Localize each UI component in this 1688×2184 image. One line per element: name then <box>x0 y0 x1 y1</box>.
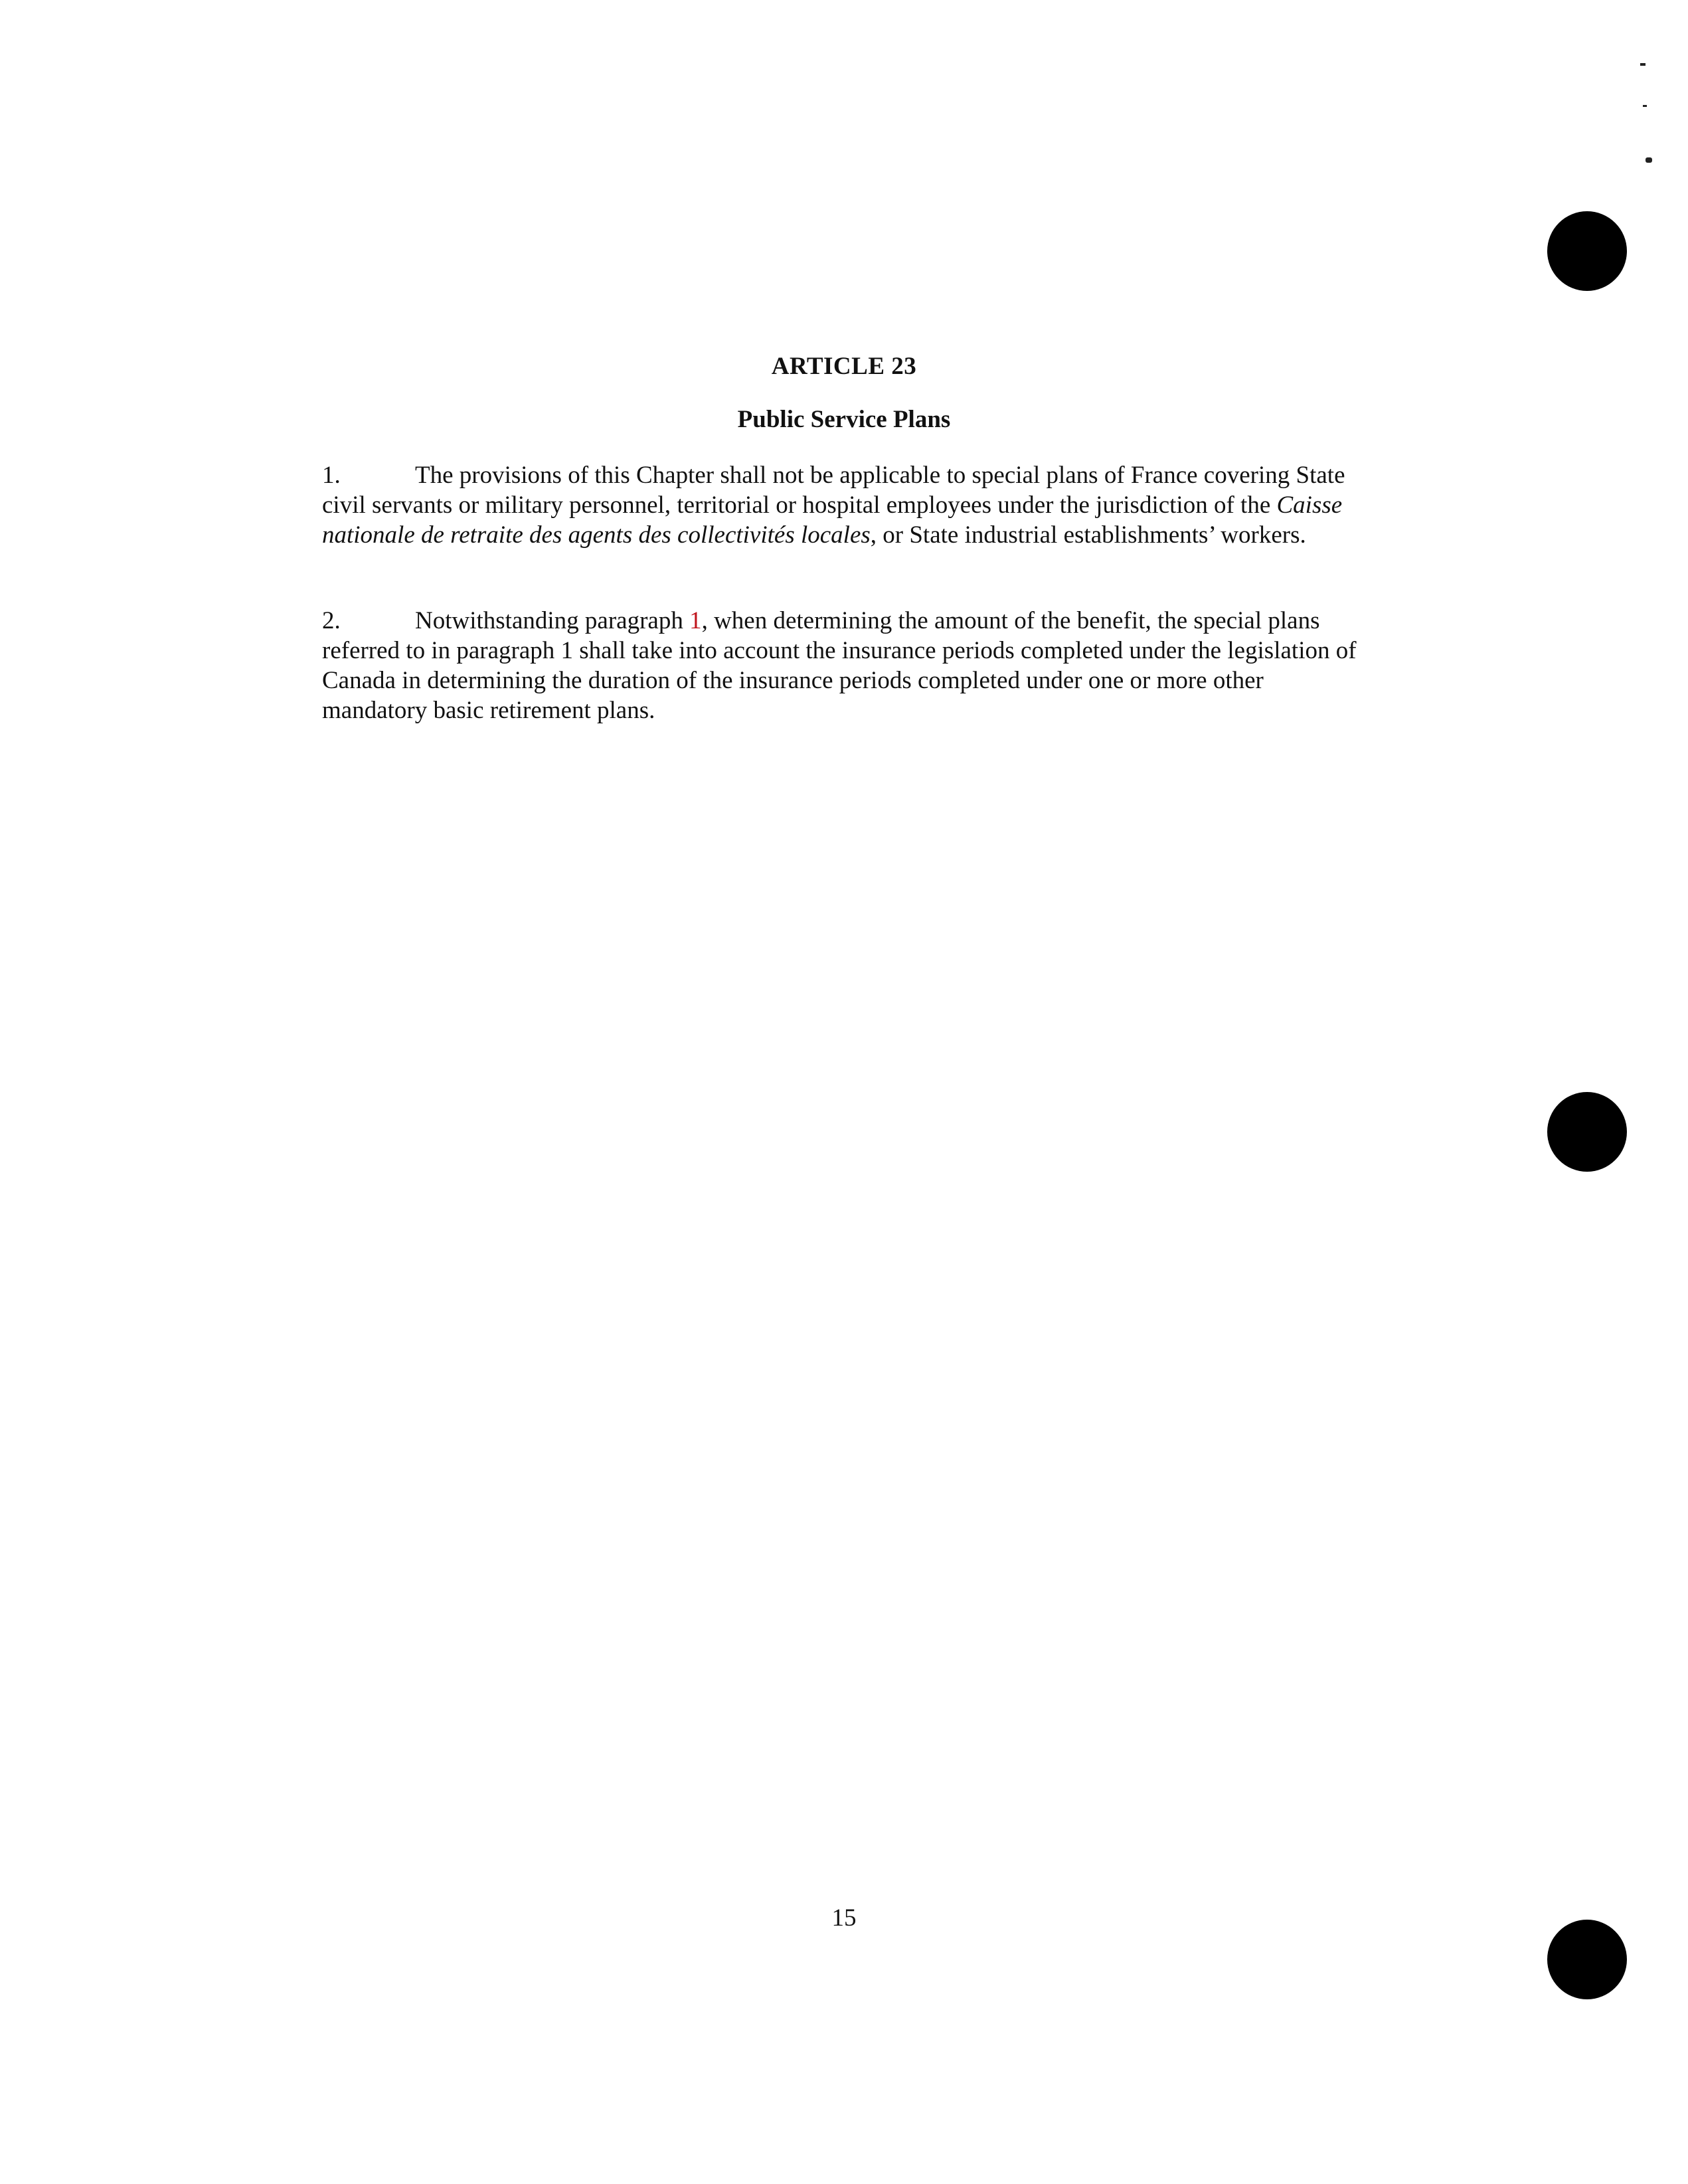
paragraph-number: 1. <box>322 462 341 489</box>
paragraph-2 <box>322 606 1358 725</box>
punch-hole-top <box>1547 211 1627 291</box>
paragraph-text: , when determining the amount of the benefit, the special plans referred to in paragraph 1 shall take into account the insurance periods completed under the legislation of Canada in determining the duration of the insurance periods completed under one or more other mandatory basic retirement plans. <box>322 607 1357 724</box>
paragraph-text: , or State industrial establishments’ workers. <box>870 521 1306 549</box>
page-number: 15 <box>831 1904 857 1932</box>
scan-speck <box>1643 105 1647 107</box>
article-subtitle: Public Service Plans <box>737 406 951 433</box>
scan-speck <box>1640 63 1646 66</box>
paragraph-text: Notwithstanding paragraph <box>415 607 690 634</box>
paragraph-italic-text: Caisse nationale de retraite des agents des collectivités locales <box>322 492 1343 549</box>
paragraph-text: The provisions of this Chapter shall not be applicable to special plans of France covering State civil servants or military personnel, territorial or hospital employees under the jurisdiction of the <box>322 462 1345 519</box>
paragraph-reference: 1 <box>689 607 702 634</box>
article-title: ARTICLE 23 <box>771 353 917 380</box>
punch-hole-middle <box>1547 1092 1627 1172</box>
scan-speck <box>1646 157 1652 163</box>
paragraph-number: 2. <box>322 607 341 634</box>
paragraph-1 <box>322 460 1358 550</box>
